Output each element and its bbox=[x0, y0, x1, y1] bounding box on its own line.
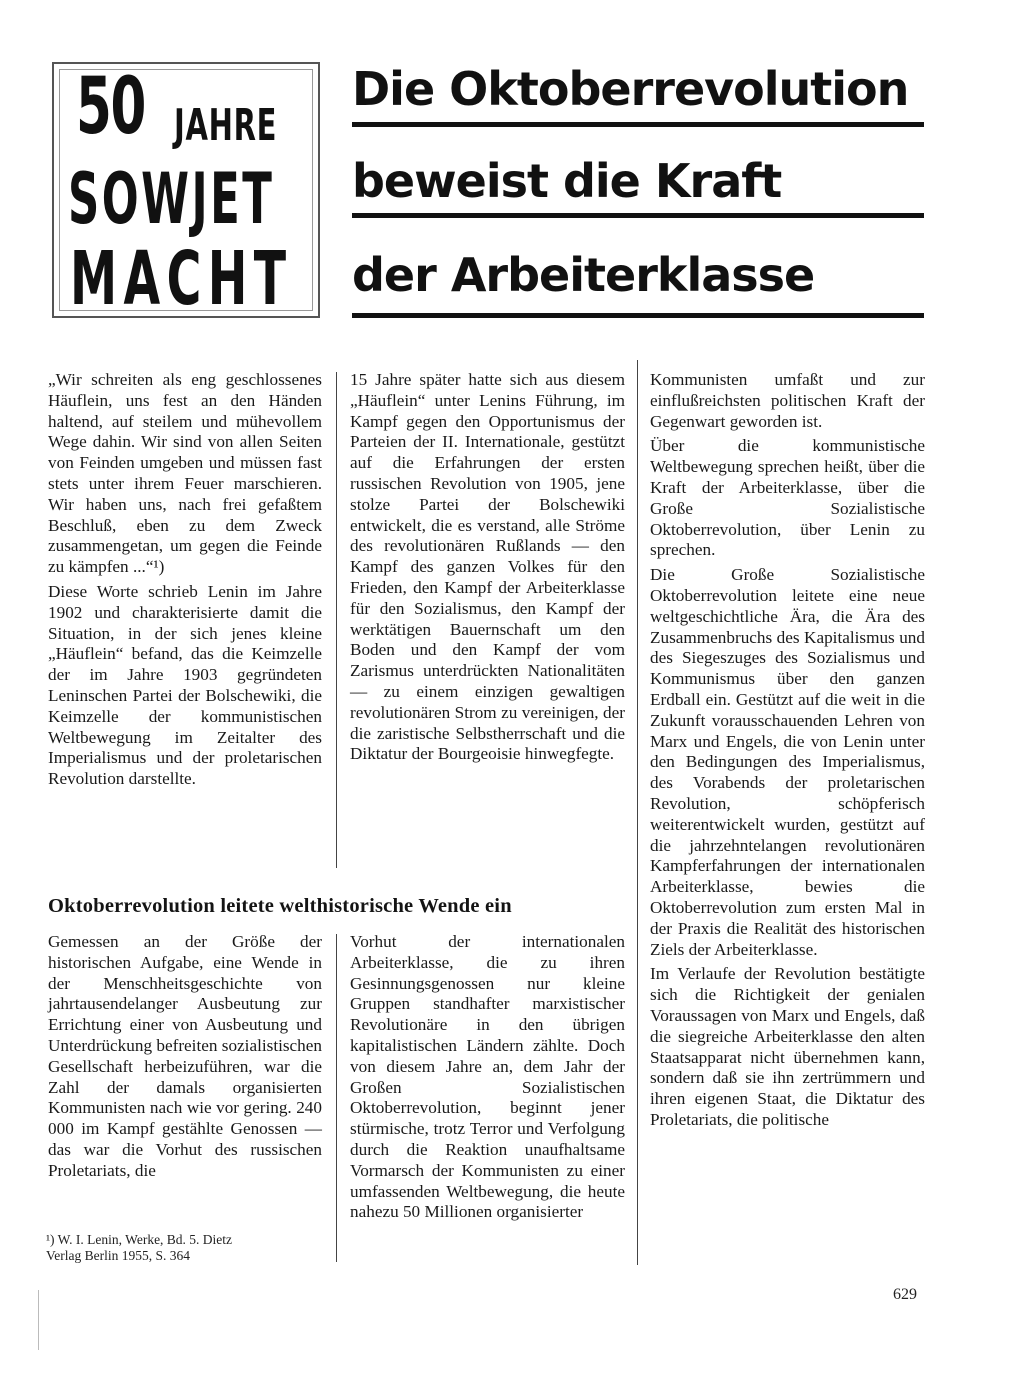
section-subheading: Oktoberrevolution leitete welthistorische Wende ein bbox=[48, 895, 512, 917]
footnote-line-2: Verlag Berlin 1955, S. 364 bbox=[46, 1248, 190, 1263]
footnote-line-1: ¹) W. I. Lenin, Werke, Bd. 5. Dietz bbox=[46, 1232, 233, 1247]
headline-rule-2 bbox=[352, 213, 924, 218]
right-paragraph-3: Die Große Sozialistische Oktoberrevolution leitete eine neue weltgeschichtliche Ära, die Ära des Zusammenbruchs des Kapitalismus und des Siegeszuges des Sozialismus und Kommunismus über den ganzen Erdball ein. Gestützt auf die weit in die Zukunft vorausschauenden Lehren von Marx und Engels, die von Lenin unter den Bedingungen des Imperialismus, des Vorabends der proletarischen Revolution, schöpferisch weiterentwickelt wurden, gestützt auf die jahrzehntelangen revolutionären Kampferfahrungen der internationalen Arbeiterklasse, bewies die Oktoberrevolution zum ersten Mal in der Praxis die Realität des historischen Ziels der Arbeiterklasse. bbox=[650, 565, 925, 959]
right-paragraph-4: Im Verlaufe der Revolution bestätigte sich die Richtigkeit der genialen Voraussagen von Marx und Engels, daß die siegreiche Arbeiterklasse den alten Staatsapparat nicht übernehmen kann, sondern daß sie ihn zertrümmern und ihren eigenen Staat, die Diktatur des Proletariats, die politische bbox=[650, 964, 925, 1129]
column-divider-2 bbox=[637, 360, 638, 1265]
headline-rule-1 bbox=[352, 122, 924, 127]
right-paragraph-2: Über die kommunistische Weltbewegung sprechen heißt, über die Kraft der Arbeiterklasse, über die Große Sozialistische Oktoberrevolution, über Lenin zu sprechen. bbox=[650, 436, 925, 560]
wende-paragraph: Gemessen an der Größe der historischen Aufgabe, eine Wende in der Menschheitsgeschichte von jahrtausendelanger Ausbeutung zur Errichtung einer von Ausbeutung und Unterdrückung befreiten sozialistischen Gesellschaft herbeizuführen, war die Zahl der damals organisierten Kommunisten nach wie vor gering. 240 000 im Kampf gestählte Genossen — das war die Vorhut des russischen Proletariats, die bbox=[48, 932, 322, 1180]
section2-column-2 bbox=[350, 932, 625, 1223]
headline-line-3: der Arbeiterklasse bbox=[352, 248, 815, 302]
page-number: 629 bbox=[893, 1286, 917, 1303]
column-divider-3 bbox=[336, 934, 337, 1262]
scan-edge-mark bbox=[38, 1290, 39, 1350]
headline-line-1: Die Oktoberrevolution bbox=[352, 62, 909, 116]
right-column bbox=[650, 370, 925, 1131]
intro-column-1 bbox=[48, 370, 322, 790]
badge-macht: MACHT bbox=[70, 236, 293, 322]
right-paragraph-1: Kommunisten umfaßt und zur einflußreichsten politischen Kraft der Gegenwart geworden ist. bbox=[650, 370, 925, 431]
vorhut-paragraph: Vorhut der internationalen Arbeiterklasse, die zu ihren Gesinnungsgenossen nur kleine Gruppen standhafter marxistischer Revolutionäre in den übrigen kapitalistischen Ländern zählte. Doch von diesem Jahre an, dem Jahr der Großen Sozialistischen Oktoberrevolution, beginnt jener stürmische, trotz Terror und Verfolgung durch die Reaktion unaufhaltsame Vormarsch der Kommunisten zu einer umfassenden Weltbewegung, die heute nahezu 50 Millionen organisierter bbox=[350, 932, 625, 1222]
headline-line-2: beweist die Kraft bbox=[352, 154, 782, 208]
anniversary-badge bbox=[52, 62, 320, 322]
lenin-paragraph: Diese Worte schrieb Lenin im Jahre 1902 und charakterisierte damit die Situation, in der sich jenes kleine „Häuflein“ befand, das die Keimzelle der im Jahre 1903 gegründeten Leninschen Partei der Bolschewiki, die Keimzelle der kommunistischen Weltbewegung im Zeitalter des Imperialismus und der proletarischen Revolution darstellte. bbox=[48, 581, 322, 789]
headline-rule-3 bbox=[352, 313, 924, 318]
quote-paragraph: „Wir schreiten als eng geschlossenes Häuflein, uns fest an den Händen haltend, auf steilem und mühevollem Wege dahin. Wir sind von allen Seiten von Feinden umgeben und müssen fast stets unter ihrem Feuer marschieren. Wir haben uns, nach frei gefaßtem Beschluß, eben zu dem Zweck zusammengetan, um gegen die Feinde zu kämpfen ...“¹) bbox=[48, 370, 322, 577]
footnote bbox=[46, 1232, 336, 1264]
bolsheviki-paragraph: 15 Jahre später hatte sich aus diesem „Häuflein“ unter Lenins Führung, im Kampf gegen den Opportunismus der Parteien der II. Internationale, gestützt auf die Erfahrungen der ersten russischen Revolution von 1905, jene stolze Partei der Bolschewiki entwickelt, die es verstand, alle Ströme des revolutionären Rußlands — den Kampf des ganzen Volkes für den Frieden, den Kampf der Arbeiterklasse für den Sozialismus, den Kampf der werktätigen Bauernschaft um den Boden und den Kampf der vom Zarismus unterdrückten Nationalitäten — zu einem einzigen gewaltigen revolutionären Strom zu vereinigen, der die zaristische Selbstherrschaft und die Diktatur der Bourgeoisie hinwegfegte. bbox=[350, 370, 625, 764]
column-divider-1 bbox=[336, 372, 337, 868]
badge-jahre: JAHRE bbox=[174, 100, 278, 151]
section2-column-1 bbox=[48, 932, 322, 1182]
intro-column-2 bbox=[350, 370, 625, 765]
badge-number: 50 bbox=[76, 62, 146, 152]
badge-sowjet: SOWJET bbox=[68, 158, 275, 240]
